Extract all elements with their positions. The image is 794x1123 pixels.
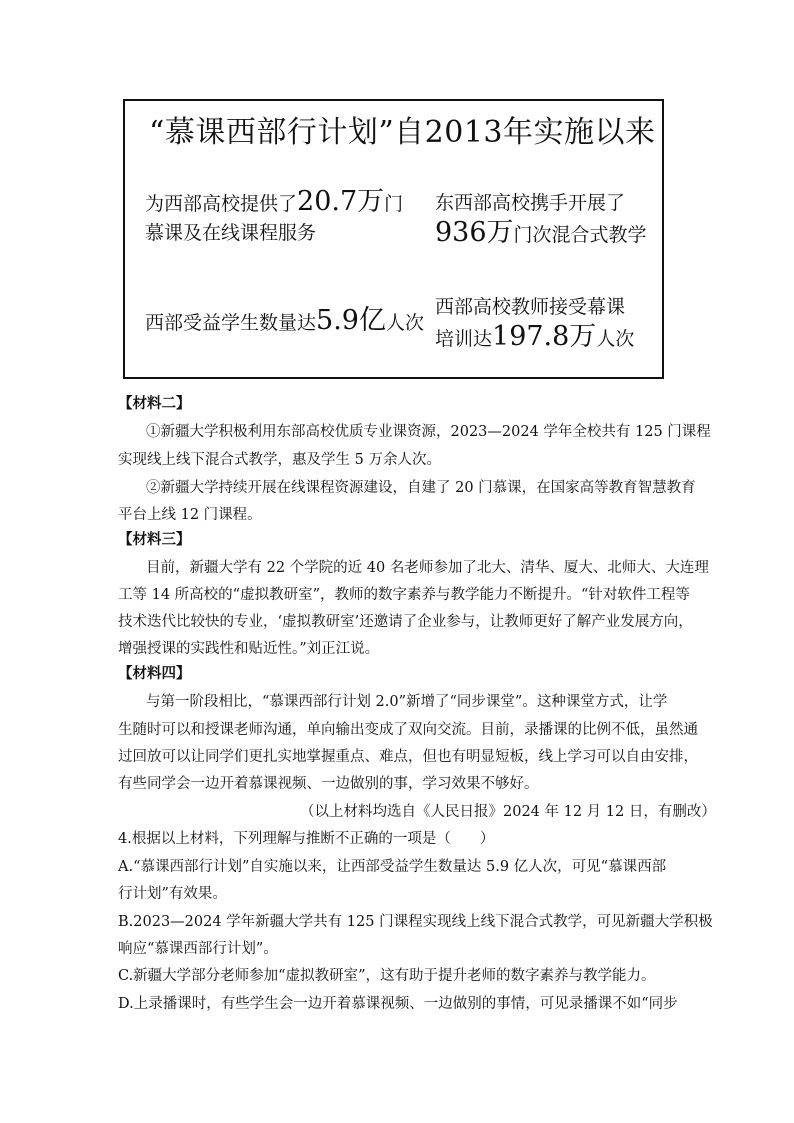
question-stem: 4.根据以上材料，下列理解与推断不正确的一项是（ ） bbox=[118, 831, 495, 847]
item4-num: 197.8万 bbox=[492, 321, 597, 352]
text-line: 技术迭代比较快的专业，‘虚拟教研室’还邀请了企业参与，让教师更好了解产业发展方向， bbox=[118, 614, 693, 630]
option-d: D.上录播课时，有些学生会一边开着慕课视频、一边做别的事情，可见录播课不如“同步 bbox=[118, 996, 678, 1012]
item2-num: 936万 bbox=[435, 217, 514, 248]
text-line: 与第一阶段相比，“慕课西部行计划 2.0”新增了“同步课堂”。这种课堂方式，让学 bbox=[146, 694, 668, 710]
infographic-box bbox=[123, 99, 664, 379]
section-heading-material-3: 【材料三】 bbox=[118, 531, 191, 548]
item1-pre: 为西部高校提供了 bbox=[145, 193, 298, 215]
text-line: 目前，新疆大学有 22 个学院的近 40 名老师参加了北大、清华、厦大、北师大、大连理 bbox=[146, 560, 709, 576]
item3-post: 人次 bbox=[385, 312, 424, 334]
option-a-cont: 行计划”有效果。 bbox=[118, 886, 227, 902]
text-line: 工等 14 所高校的“虚拟教研室”，教师的数字素养与教学能力不断提升。“针对软件工程等 bbox=[118, 587, 690, 603]
item4-post: 人次 bbox=[596, 328, 635, 350]
item1-post: 门 bbox=[384, 193, 404, 215]
item1-num: 20.7万 bbox=[297, 186, 385, 217]
option-b: B.2023—2024 学年新疆大学共有 125 门课程实现线上线下混合式教学，可见新疆大学积极 bbox=[118, 914, 713, 930]
item1-line2: 慕课及在线课程服务 bbox=[145, 222, 317, 244]
item4-line1: 西部高校教师接受幕课 bbox=[435, 296, 626, 318]
option-a: A.“慕课西部行计划”自实施以来，让西部受益学生数量达 5.9 亿人次，可见“慕课西部 bbox=[118, 859, 667, 875]
infobox-item-teachers bbox=[435, 293, 634, 354]
item2-line1: 东西部高校携手开展了 bbox=[435, 192, 626, 214]
infobox-title: “慕课西部行计划”自2013年实施以来 bbox=[149, 115, 656, 150]
text-line: 实现线上线下混合式教学，惠及学生 5 万余人次。 bbox=[118, 452, 441, 468]
text-line: 过回放可以让同学们更扎实地掌握重点、难点，但也有明显短板，线上学习可以自由安排， bbox=[118, 749, 698, 765]
text-line: 有些同学会一边开着慕课视频、一边做别的事，学习效果不够好。 bbox=[118, 776, 539, 792]
text-line: 增强授课的实践性和贴近性。”刘正江说。 bbox=[118, 641, 380, 657]
infobox-item-mixed-teaching bbox=[435, 189, 647, 250]
text-line: ①新疆大学积极利用东部高校优质专业课资源，2023—2024 学年全校共有 125 门课程 bbox=[146, 424, 711, 440]
infobox-item-students bbox=[145, 306, 424, 338]
item3-num: 5.9亿 bbox=[316, 305, 386, 336]
item2-post: 门次混合式教学 bbox=[513, 224, 647, 246]
source-note: （以上材料均选自《人民日报》2024 年 12 月 12 日，有删改） bbox=[300, 804, 716, 820]
section-heading-material-4: 【材料四】 bbox=[118, 665, 191, 682]
infobox-item-courses bbox=[145, 187, 403, 248]
section-heading-material-2: 【材料二】 bbox=[118, 395, 191, 412]
option-b-cont: 响应“慕课西部行计划”。 bbox=[118, 941, 278, 957]
option-c: C.新疆大学部分老师参加“虚拟教研室”，这有助于提升老师的数字素养与教学能力。 bbox=[118, 968, 656, 984]
item3-pre: 西部受益学生数量达 bbox=[145, 312, 317, 334]
item4-pre: 培训达 bbox=[435, 328, 493, 350]
text-line: ②新疆大学持续开展在线课程资源建设，自建了 20 门慕课，在国家高等教育智慧教育 bbox=[146, 480, 696, 496]
text-line: 平台上线 12 门课程。 bbox=[118, 507, 262, 523]
text-line: 生随时可以和授课老师沟通，单向输出变成了双向交流。目前，录播课的比例不低，虽然通 bbox=[118, 722, 698, 738]
